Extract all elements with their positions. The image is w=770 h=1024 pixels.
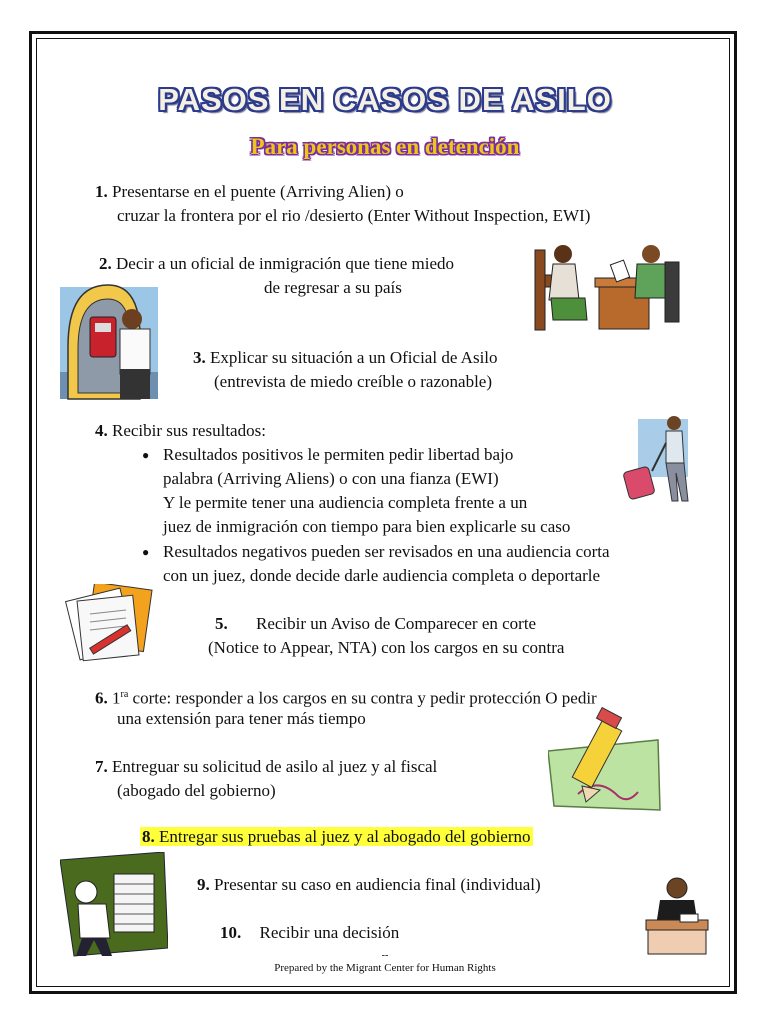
step-text: Recibir una decisión	[259, 923, 400, 942]
step-5	[215, 612, 536, 636]
step-4-bullet2-line2: con un juez, donde decide darle audiencia completa o deportarle	[163, 566, 601, 585]
step-text: Presentarse en el puente (Arriving Alien) o	[112, 182, 404, 201]
step-1	[95, 180, 404, 204]
step-7	[95, 755, 437, 779]
page-subtitle: Para personas en detención	[250, 134, 520, 159]
judge-icon	[640, 874, 714, 956]
step-number: 3.	[193, 348, 206, 367]
bullet-dot: ●	[142, 545, 150, 559]
step-6-line2: una extensión para tener más tiempo	[117, 709, 366, 728]
step-2-line2: de regresar a su país	[264, 278, 402, 297]
documents-pencil-icon	[60, 584, 158, 664]
step-7-line2: (abogado del gobierno)	[117, 781, 276, 800]
step-4-bullet1-line1: Resultados positivos le permiten pedir libertad bajo	[163, 445, 514, 464]
step-1-line2: cruzar la frontera por el rio /desierto (Enter Without Inspection, EWI)	[117, 206, 591, 225]
step-text: Decir a un oficial de inmigración que tiene miedo	[116, 254, 454, 273]
step-5-line2: (Notice to Appear, NTA) con los cargos en su contra	[208, 638, 565, 657]
step-4-bullet1-line4: juez de inmigración con tiempo para bien explicarle su caso	[163, 517, 571, 536]
interview-desk-icon	[533, 240, 683, 335]
step-4-bullet1-line2: palabra (Arriving Aliens) o con una fianza (EWI)	[163, 469, 499, 488]
page-title: PASOS EN CASOS DE ASILO	[158, 82, 612, 117]
step-number: 4.	[95, 421, 108, 440]
step-8	[140, 825, 533, 849]
step-number: 10.	[220, 923, 242, 942]
man-carrying-papers-icon	[60, 852, 168, 962]
step-4-bullet1-line3: Y le permite tener una audiencia completa frente a un	[163, 493, 528, 512]
step-2	[99, 252, 454, 276]
step-number: 1.	[95, 182, 108, 201]
footer-dash: --	[381, 950, 389, 961]
traveler-icon	[622, 413, 697, 505]
step-4-bullet2-line1: Resultados negativos pueden ser revisados en una audiencia corta	[163, 542, 610, 561]
step-text: Entreguar su solicitud de asilo al juez y al fiscal	[112, 757, 438, 776]
bullet-dot: ●	[142, 448, 150, 462]
step-text: Recibir un Aviso de Comparecer en corte	[256, 614, 537, 633]
step-3-line2: (entrevista de miedo creíble o razonable)	[214, 372, 493, 391]
step-ordinal: 1	[112, 688, 121, 708]
step-10	[220, 921, 399, 945]
step-number: 9.	[197, 875, 210, 894]
step-number: 5.	[215, 614, 228, 633]
step-number: 7.	[95, 757, 108, 776]
step-number: 6.	[95, 688, 108, 708]
ordinal-suffix: ra	[120, 689, 129, 700]
step-text: Recibir sus resultados:	[112, 421, 266, 440]
step-9	[197, 873, 541, 897]
step-3	[193, 346, 498, 370]
pencil-icon	[548, 706, 663, 814]
step-number: 8.	[142, 827, 155, 846]
step-text: Presentar su caso en audiencia final (individual)	[214, 875, 541, 894]
step-text: Entregar sus pruebas al juez y al abogado del gobierno	[159, 827, 531, 846]
step-text: corte: responder a los cargos en su contra y pedir protección O pedir	[128, 688, 597, 708]
step-number: 2.	[99, 254, 112, 273]
step-text: Explicar su situación a un Oficial de Asilo	[210, 348, 498, 367]
step-4	[95, 419, 266, 443]
payphone-caller-icon	[60, 277, 160, 402]
footer-credit: Prepared by the Migrant Center for Human Rights	[274, 962, 496, 974]
